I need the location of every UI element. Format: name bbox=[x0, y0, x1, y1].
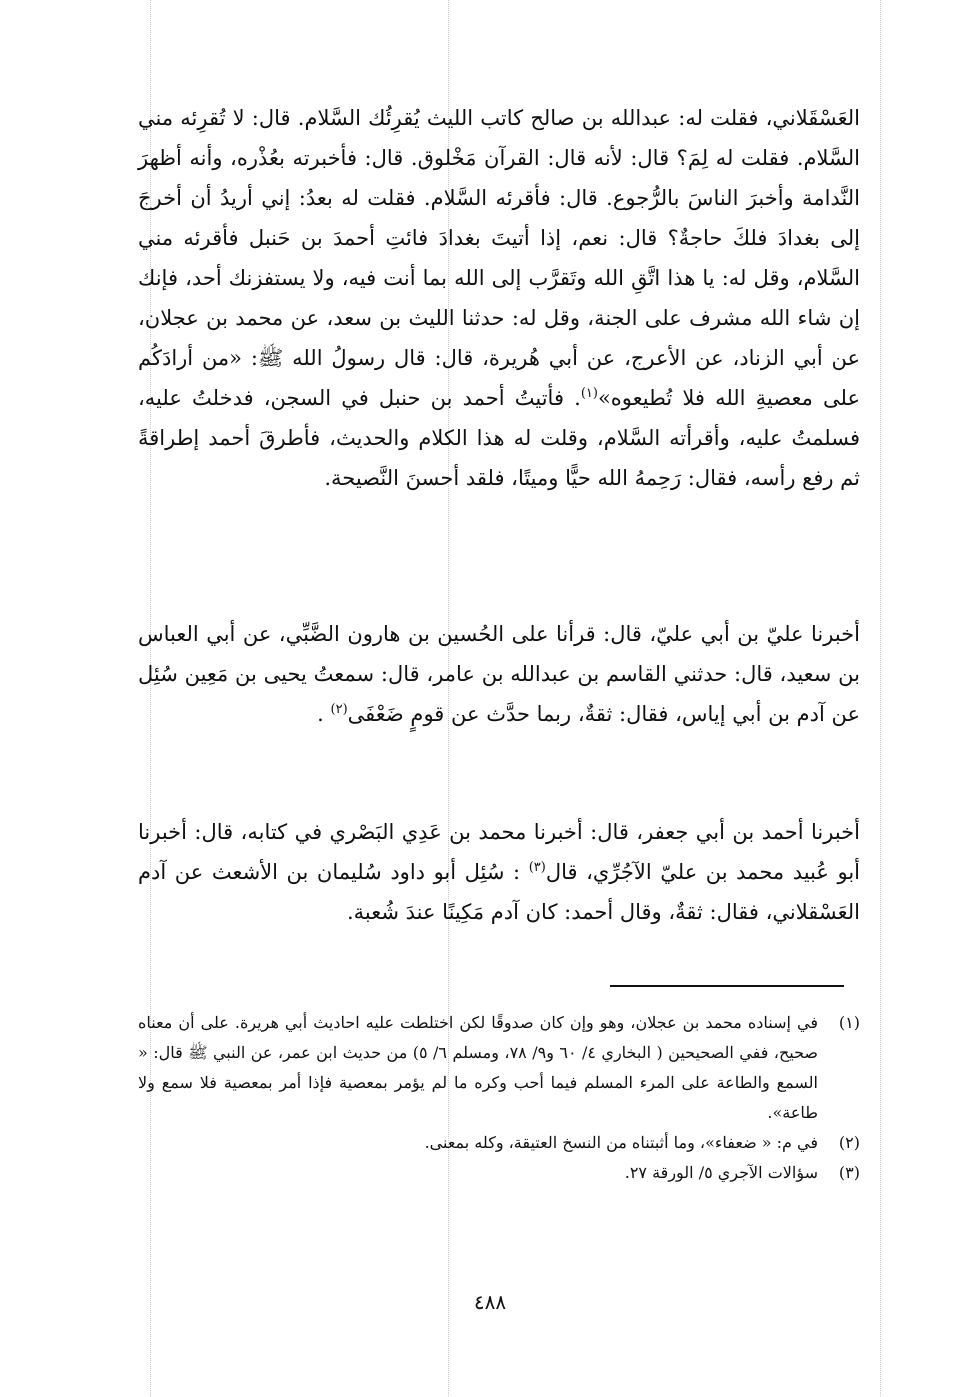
footnote-number: (٢) bbox=[838, 1133, 860, 1152]
footnote-item bbox=[138, 1158, 860, 1188]
footnote-number: (٣) bbox=[838, 1163, 860, 1182]
paragraph-text: أخبرنا عليّ بن أبي عليّ، قال: قرأنا على الحُسين بن هارون الضَّبِّي، عن أبي العباس بن سعيد، قال: حدثني القاسم بن عبدالله بن عامر، قال: سمعتُ يحيى بن مَعِين سُئِل عن آدم بن أبي إياس، فقال: ثقةٌ، ربما حدَّث عن قومٍ ضَعْفَى bbox=[138, 622, 860, 726]
page-number: ٤٨٨ bbox=[473, 1290, 507, 1314]
scan-artifact-line bbox=[880, 0, 882, 1397]
footnote-ref-1[interactable]: (١) bbox=[580, 386, 598, 401]
body-paragraph-2 bbox=[138, 614, 860, 734]
footnotes-list bbox=[138, 1008, 860, 1188]
paragraph-text-continued: . فأتيتُ أحمد بن حنبل في السجن، فدخلتُ عليه، فسلمتُ عليه، وأقرأته السَّلام، وقلت له هذا الكلام والحديث، فأطرقَ أحمد إطراقةً ثم رفع رأسه، فقال: رَحِمهُ الله حيًّا وميتًا، فلقد أحسنَ النَّصيحة. bbox=[138, 386, 860, 490]
paragraph-text: أخبرنا أحمد بن أبي جعفر، قال: أخبرنا محمد بن عَدِي البَصْري في كتابه، قال: أخبرنا أبو عُبيد محمد بن عليّ الآجُرِّي، قال bbox=[138, 820, 861, 884]
footnote-text: سؤالات الآجري ٥/ الورقة ٢٧. bbox=[624, 1163, 818, 1182]
paragraph-text: العَسْقَلاني، فقلت له: عبدالله بن صالح كاتب الليث يُقرِئُك السَّلام. قال: لا تُقرِئه مني السَّلام. فقلت له لِمَ؟ قال: لأنه قال: القرآن مَخْلوق. قال: فأخبرته بعُذْره، وأنه أظهرَ النَّدامة وأخبرَ الناسَ بالرُّجوع. قال: فأقرئه السَّلام. فقلت له بعدُ: إني أريدُ أن أخرجَ إلى بغدادَ فلكَ حاجةٌ؟ قال: نعم، إذا أتيتَ بغدادَ فائتِ أحمدَ بن حَنبل فأقرئه مني السَّلام، وقل له: يا هذا اتَّقِ الله وتَقرَّب إلى الله بما أنت فيه، ولا يستفزنك أحد، فإنك إن شاء الله مشرف على الجنة، وقل له: حدثنا الليث بن سعد، عن محمد بن عجلان، عن أبي الزناد، عن الأعرج، عن أبي هُريرة، قال: قال رسولُ الله ﷺ: «من أرادَكُم على معصيةِ الله فلا تُطيعوه» bbox=[138, 106, 860, 410]
paragraph-text-continued: : سُئِل أبو داود سُليمان بن الأشعث عن آدم العَسْقلاني، فقال: ثقةٌ، وقال أحمد: كان آدم مَكِينًا عندَ شُعبة. bbox=[138, 860, 860, 924]
footnote-ref-3[interactable]: (٣) bbox=[528, 860, 546, 875]
footnote-text: في م: « ضعفاء»، وما أثبتناه من النسخ العتيقة، وكله بمعنى. bbox=[424, 1133, 818, 1152]
footnote-number: (١) bbox=[838, 1013, 860, 1032]
footnote-item bbox=[138, 1128, 860, 1158]
footnote-text: في إسناده محمد بن عجلان، وهو وإن كان صدوقًا لكن اختلطت عليه احاديث أبي هريرة. على أن معناه صحيح، ففي الصحيحين ( البخاري ٤/ ٦٠ و٩/ ٧٨، ومسلم ٦/ ٥) من حديث ابن عمر، عن النبي ﷺ قال: « السمع والطاعة على المرء المسلم فيما أحب وكره ما لم يؤمر بمعصية فإذا أمر بمعصية فلا سمع ولا طاعة». bbox=[138, 1013, 819, 1122]
footnote-ref-2[interactable]: (٢) bbox=[330, 702, 348, 717]
paragraph-text-continued: . bbox=[317, 702, 331, 726]
body-paragraph-3 bbox=[138, 812, 860, 932]
body-paragraph-1 bbox=[138, 98, 860, 498]
footnote-divider bbox=[610, 985, 844, 987]
footnote-item bbox=[138, 1008, 860, 1128]
